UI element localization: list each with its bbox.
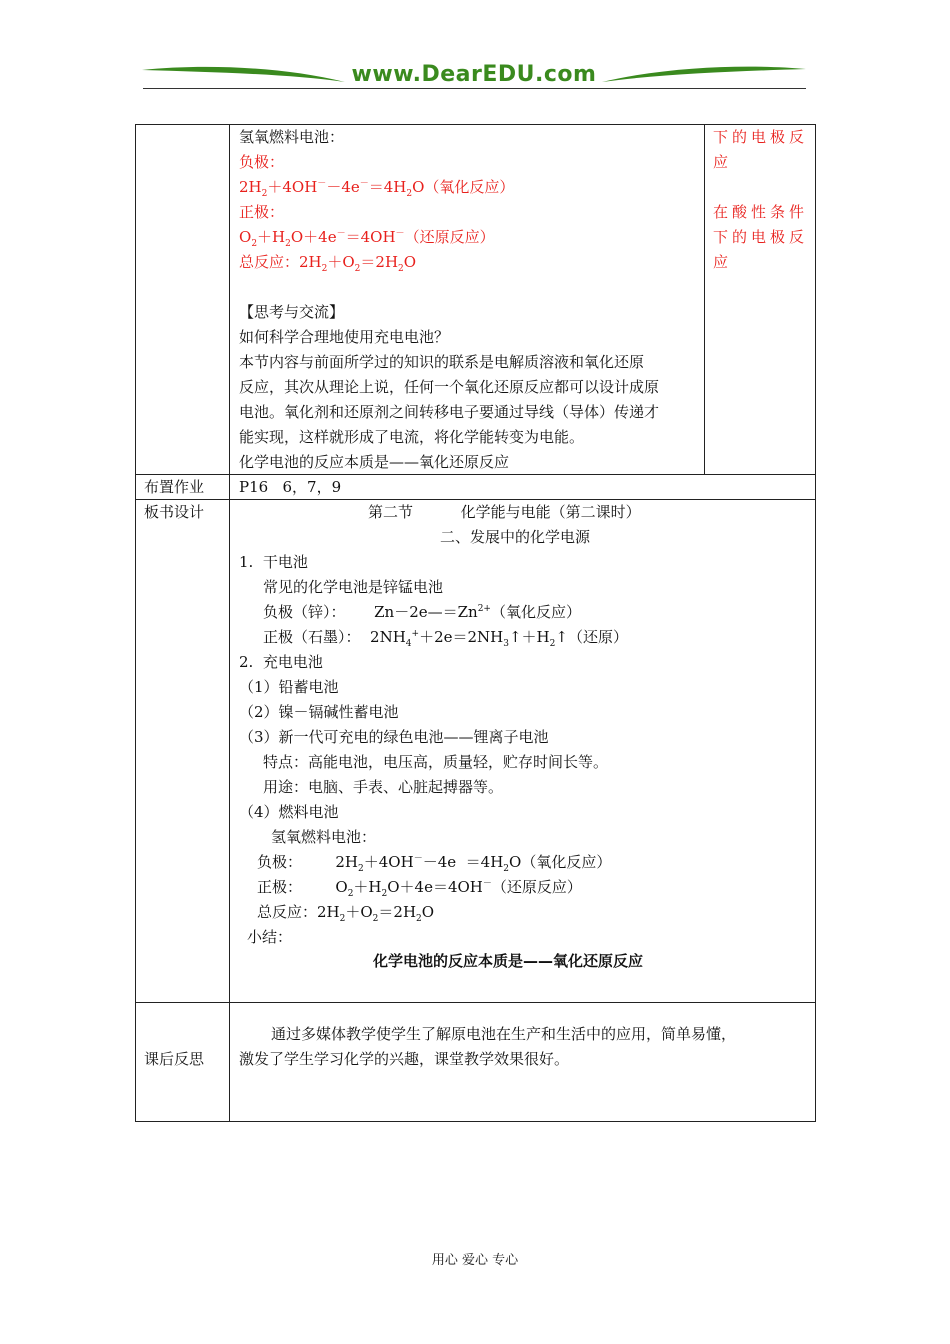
text-line: 电池。氧化剂和还原剂之间转移电子要通过导线（导体）传递才 bbox=[239, 403, 660, 421]
board-line: 用途：电脑、手表、心脏起搏器等。 bbox=[263, 778, 504, 796]
text-line: 氢氧燃料电池： bbox=[239, 128, 345, 146]
board-title: 第二节 化学能与电能（第二课时） bbox=[368, 503, 641, 521]
board-line: （1）铅蓄电池 bbox=[239, 678, 339, 696]
col-divider-left bbox=[229, 125, 230, 1122]
text-line: 能实现，这样就形成了电流，将化学能转变为电能。 bbox=[239, 428, 585, 446]
note-line: 下的电极反 bbox=[713, 128, 809, 146]
board-line: 1. 干电池 bbox=[239, 553, 308, 571]
text-line: 本节内容与前面所学过的知识的联系是电解质溶液和氧化还原 bbox=[239, 353, 645, 371]
text-line: 负极： bbox=[239, 153, 285, 171]
board-line: （4）燃料电池 bbox=[239, 803, 339, 821]
board-line: 特点：高能电池，电压高，质量轻，贮存时间长等。 bbox=[263, 753, 609, 771]
section-heading: 【思考与交流】 bbox=[239, 303, 345, 321]
row-divider-3 bbox=[136, 1002, 815, 1003]
equation-line: 正极（石墨）： $2NH_4^++2e=2NH_3↑+H_2↑$（还原） bbox=[263, 628, 628, 649]
board-summary: 化学电池的反应本质是——氧化还原反应 bbox=[373, 952, 644, 970]
board-subtitle: 二、发展中的化学电源 bbox=[440, 528, 591, 546]
equation-line: 负极： $2H_2+4OH^--4e =4H_2O$（氧化反应） bbox=[257, 853, 612, 874]
equation-line: $O_2+H_2O+4e^-=4OH^-$（还原反应） bbox=[239, 228, 495, 249]
page-footer: 用心 爱心 专心 bbox=[431, 1253, 519, 1268]
board-label: 板书设计 bbox=[144, 503, 205, 521]
reflection-line: 通过多媒体教学使学生了解原电池在生产和生活中的应用，简单易懂， bbox=[271, 1025, 737, 1043]
text-line: 化学电池的反应本质是——氧化还原反应 bbox=[239, 453, 510, 471]
text-line: 反应，其次从理论上说，任何一个氧化还原反应都可以设计成原 bbox=[239, 378, 660, 396]
note-line: 在酸性条件 bbox=[713, 203, 809, 221]
text-line: 如何科学合理地使用充电电池？ bbox=[239, 328, 450, 346]
text-line: 正极： bbox=[239, 203, 285, 221]
note-line: 应 bbox=[713, 253, 729, 271]
equation-line: $2H_2+4OH^--4e^-=4H_2O$（氧化反应） bbox=[239, 178, 515, 199]
board-line: 2. 充电电池 bbox=[239, 653, 323, 671]
site-logo[interactable]: www.DearEDU.com bbox=[351, 62, 597, 87]
reflection-line: 激发了学生学习化学的兴趣，课堂教学效果很好。 bbox=[239, 1050, 570, 1068]
equation-line: 正极： $O_2+H_2O+4e=4OH^-$（还原反应） bbox=[257, 878, 582, 899]
homework-label: 布置作业 bbox=[144, 478, 205, 496]
board-line: （3）新一代可充电的绿色电池——锂离子电池 bbox=[239, 728, 549, 746]
board-line: （2）镍－镉碱性蓄电池 bbox=[239, 703, 399, 721]
col-divider-right bbox=[704, 125, 705, 474]
note-line: 应 bbox=[713, 153, 729, 171]
reflection-label: 课后反思 bbox=[144, 1050, 205, 1068]
note-line: 下的电极反 bbox=[713, 228, 809, 246]
header-divider bbox=[143, 88, 806, 89]
board-line: 氢氧燃料电池： bbox=[271, 828, 377, 846]
homework-value: P16 6，7，9 bbox=[239, 478, 342, 496]
equation-line: 总反应：$2H_2+O_2=2H_2O$ bbox=[257, 903, 435, 924]
equation-line: 负极（锌）： $Zn-2e—=Zn^{2+}$（氧化反应） bbox=[263, 603, 581, 621]
equation-line: 总反应：$2H_2+O_2=2H_2O$ bbox=[239, 253, 417, 274]
board-line: 小结： bbox=[247, 928, 293, 946]
board-line: 常见的化学电池是锌锰电池 bbox=[263, 578, 444, 596]
